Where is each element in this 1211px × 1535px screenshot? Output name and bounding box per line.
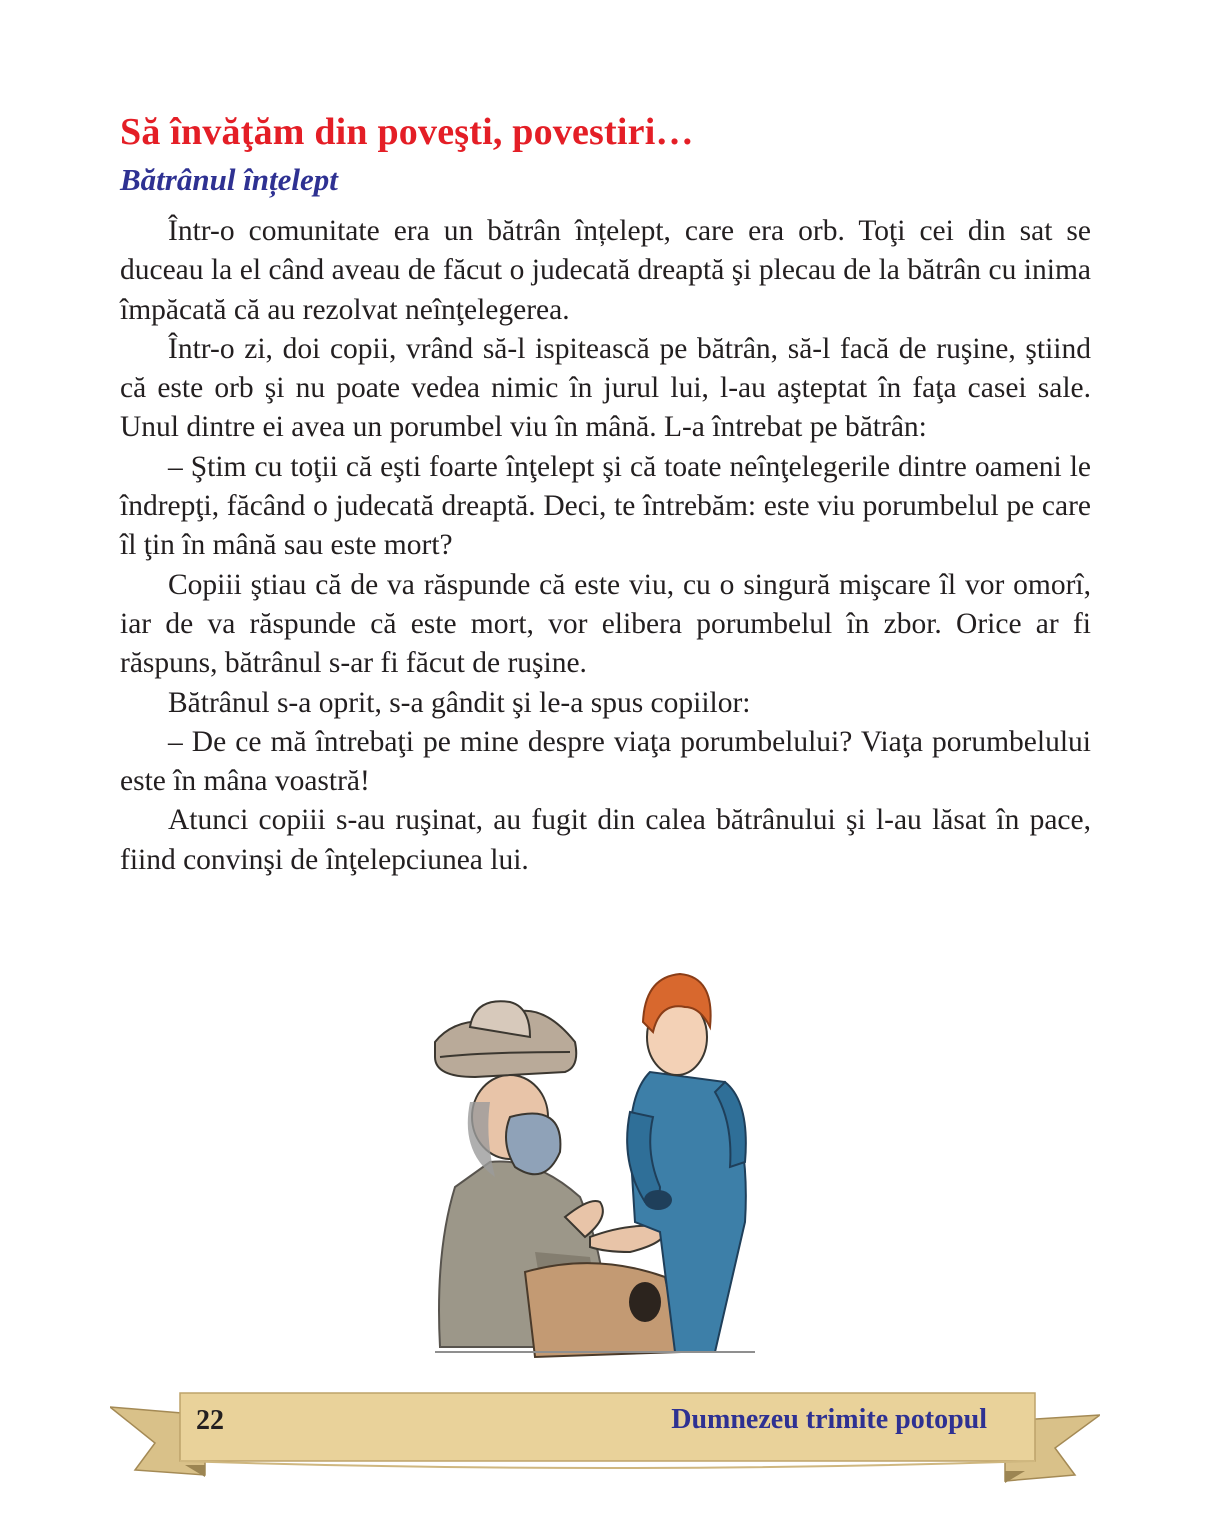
story-illustration bbox=[415, 952, 775, 1362]
story-paragraph: Atunci copiii s-au ruşinat, au fugit din calea bătrânului şi l-au lăsat în pace, fiind convinşi de înţelepciunea lui. bbox=[120, 804, 1091, 876]
footer-ribbon bbox=[110, 1385, 1100, 1495]
story-text bbox=[120, 212, 1091, 880]
story-paragraph: Copiii ştiau că de va răspunde că este viu, cu o singură mişcare îl vor omorî, iar de va răspunde că este mort, vor elibera porumbelul în zbor. Orice ar fi răspuns, bătrânul s-ar fi făcut de ruşine. bbox=[120, 568, 1091, 680]
story-paragraph: Bătrânul s-a oprit, s-a gândit şi le-a spus copiilor: bbox=[168, 686, 751, 719]
section-title: Să învăţăm din poveşti, povestiri… bbox=[120, 111, 694, 153]
story-paragraph: Într-o zi, doi copii, vrând să-l ispitească pe bătrân, să-l facă de ruşine, ştiind că este orb şi nu poate vedea nimic în jurul lui, l-au aşteptat în faţa casei sale. Unul dintre ei avea un porumbel viu în mână. L-a întrebat pe bătrân: bbox=[120, 332, 1091, 444]
story-title: Bătrânul înțelept bbox=[120, 162, 338, 197]
story-paragraph: – Ştim cu toţii că eşti foarte înţelept şi că toate neînţelegerile dintre oameni le îndrepţi, făcând o judecată dreaptă. Deci, te întrebăm: este viu porumbelul pe care îl ţin în mână sau este mort? bbox=[120, 450, 1091, 562]
page-number: 22 bbox=[196, 1405, 224, 1436]
chapter-title: Dumnezeu trimite potopul bbox=[671, 1404, 987, 1435]
story-paragraph: Într-o comunitate era un bătrân înțelept, care era orb. Toţi cei din sat se duceau la el când aveau de făcut o judecată dreaptă şi plecau de la bătrân cu inima împăcată că au rezolvat neînţelegerea. bbox=[120, 215, 1091, 326]
story-paragraph: – De ce mă întrebaţi pe mine despre viaţa porumbelului? Viaţa porumbelului este în mâna voastră! bbox=[120, 725, 1091, 798]
